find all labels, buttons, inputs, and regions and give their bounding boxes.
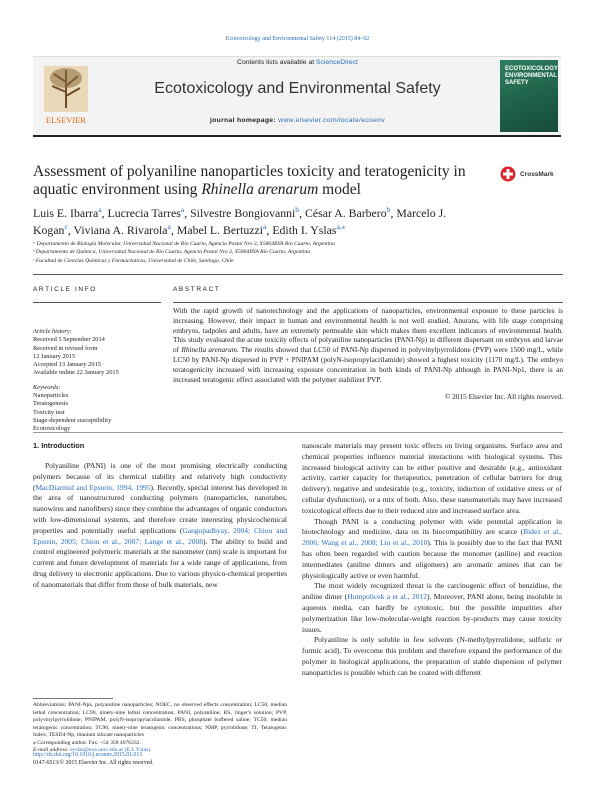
text: The most widely recognized threat is the carcinogenic effect of benzidine, the aniline dimer (: [302, 581, 562, 602]
title-part1: Assessment of polyaniline nanoparticles toxicity and teratogenicity in aquatic environment using: [33, 163, 466, 198]
affiliation-a: ᵃ Departamento de Biología Molecular, Universidad Nacional de Río Cuarto, Agencia Postal Nro 3, X5804BYA Río Cuarto, Argentina: [33, 241, 335, 247]
author-name[interactable]: Viviana A. Rivarola: [73, 223, 168, 237]
keywords-label: Keywords:: [33, 383, 61, 391]
affiliation-b: ᵇ Departamento de Química, Universidad Nacional de Río Cuarto, Agencia Postal Nro 3, X5804BYA Río Cuarto, Argentina: [33, 249, 310, 256]
affil-marker[interactable]: b: [386, 205, 391, 215]
text: ). Moreover, PANI alone, being insoluble in aqueous media, can hardly be cytotoxic, but the possible impurities after polymerization like low-molecular-weight reaction by-products may cause toxicity issues.: [302, 592, 562, 634]
journal-reference[interactable]: Ecotoxicology and Environmental Safety 114 (2015) 84–92: [225, 36, 370, 42]
affiliations: [33, 240, 533, 265]
text: Though PANI is a conducting polymer with wide potential application in biotechnology and medicine, data on its biocompatibility are scarce (: [302, 516, 562, 537]
title-species: Rhinella arenarum: [201, 181, 319, 198]
author-name[interactable]: Edith I. Yslas: [272, 223, 337, 237]
abstract-paragraph: [173, 306, 563, 384]
paragraph: [33, 461, 287, 591]
author-name[interactable]: Silvestre Bongiovanni: [190, 206, 296, 220]
divider: [173, 302, 563, 303]
text: Polyaniline (PANI) is one of the most promising electrically conducting polymers because of its chemical stability and relatively high conductivity (: [33, 461, 287, 492]
paragraph: nanoscale materials may present toxic effects on living organisms. Surface area and chemical properties influence material interactions with biological systems. This increased biological activity can be either positive and desirable (e.g., antioxidant activity, carrier capacity for therapeutics, penetration of cellular barriers for drug delivery), negative and undesirable (e.g., toxicity, induction of oxidative stress or of cellular dysfunction), or a mix of both. Also, these nanomaterials may have increased toxicological effects due to their reduced size and increased surface area.: [302, 441, 562, 515]
citation-link[interactable]: Bidez et al., 2006; Wang et al., 2008; Liu et al., 2010: [302, 527, 563, 548]
text: ). The ability to build and control engineered polymeric materials at the nanometer (nm) scale is important for current and future development of materials for a wide range of applications, from drug delivery to electronic applications. Due to various physico-chemical properties of nanomaterials that differ from those of bulk materials, new: [33, 536, 287, 589]
contents-prefix: Contents lists available at: [237, 59, 317, 66]
body-column-right: [302, 441, 562, 679]
keyword: Stage-dependent susceptibility: [33, 416, 112, 424]
affiliation-c: ᶜ Facultad de Ciencias Químicas y Farmacéuticas, Universidad de Chile, Santiago, Chile: [33, 257, 234, 264]
crossmark-label: CrossMark: [520, 170, 554, 178]
online-date: Available online 22 January 2015: [33, 369, 119, 377]
intro-heading: 1. Introduction: [33, 441, 85, 450]
text: ). Recently, special interest has developed in the area of nanostructured conducting polymers (nanoparticles, nanotubes, nanowires and nanofibers) since they combine the advantages of organic conductors with low-dimensional systems, and therefore create interesting physicochemical properties and potentially useful applications (: [33, 482, 287, 535]
author-name[interactable]: Lucrecia Tarres: [107, 206, 181, 220]
email-link[interactable]: eyslas@exa.unrc.edu.ar (E.I. Yslas).: [70, 747, 152, 753]
keyword: Nanoparticles: [33, 392, 69, 400]
affil-marker[interactable]: a: [263, 222, 267, 232]
email-label: E-mail address:: [33, 747, 69, 753]
author-name[interactable]: Marcelo J. Kogan: [33, 206, 447, 237]
revised-date: 12 January 2015: [33, 352, 76, 360]
sciencedirect-link[interactable]: ScienceDirect: [316, 59, 358, 66]
body-column-left: [33, 461, 287, 591]
corresponding-author: ⁎ Corresponding author. Fax: +54 358 4676232.: [33, 739, 141, 746]
abstract-copyright: © 2015 Elsevier Inc. All rights reserved.: [444, 392, 563, 402]
accepted-date: Accepted 13 January 2015: [33, 361, 101, 369]
doi-link[interactable]: http://dx.doi.org/10.1016/j.ecoenv.2015.01.013: [33, 752, 143, 758]
citation-link[interactable]: Humpolicek a et al., 2012: [347, 592, 427, 602]
crossmark-badge[interactable]: [500, 165, 560, 181]
citation-link[interactable]: Gangopadhyay, 2004; Chiou and Epstein, 2005; Chiou et al., 2007; Lange et al., 2008: [33, 525, 287, 546]
elsevier-logo: [36, 62, 96, 128]
received-date: Received 5 September 2014: [33, 336, 105, 344]
affil-marker[interactable]: a: [180, 205, 185, 215]
author-name[interactable]: Mabel L. Bertuzzi: [176, 223, 263, 237]
revised-label: Received in revised form: [33, 344, 98, 352]
title-part2: model: [318, 181, 361, 198]
page-footer: [33, 752, 333, 767]
article-title: [33, 163, 478, 199]
footnote-divider: [33, 698, 113, 699]
journal-cover-title: ECOTOXICOLOGY ENVIRONMENTAL SAFETY: [505, 66, 558, 86]
affil-marker[interactable]: a: [167, 222, 171, 232]
affil-marker[interactable]: b: [295, 205, 300, 215]
keyword: Ecotoxicology: [33, 425, 71, 433]
author-list: Luis E. Ibarra$^a$, Lucrecia Tarres$^a$, Silvestre Bongiovanni$^b$, César A. Barbero$^b$, Marcelo J. Kogan$^c$, Viviana A. Rivarola$^a$, Mabel L. Bertuzzi$^a$, Edith I. Yslas$^{a,⁎}$: [33, 205, 447, 237]
history-label: Article history:: [33, 328, 72, 335]
abstract-species: Rhinella arenarum: [181, 345, 237, 355]
paragraph: Polyaniline is only soluble in few solvents (N-methylpyrrolidone, sulfuric or formic acid). To overcome this problem and therefore expand the performance of the polymer in biological applications, the preparation of stable dispersion of polymer nanoparticles is possible which can be coated with different: [302, 635, 562, 677]
article-info-heading: ARTICLE INFO: [33, 286, 97, 293]
paragraph: [302, 581, 562, 635]
footnotes: [33, 702, 287, 755]
author-name[interactable]: Luis E. Ibarra: [33, 206, 99, 220]
article-info: [33, 328, 161, 434]
abstract-text: . The results showed that LC50 of PANI-Np dispersed in polyvinylpyrrolidone (PVP) were 1500 mg/L, while LC50 by PANI-Np dispersed in PVP + PNIPAM (polyN-isopropylacrilamide) showed a highest toxicity (1170 mg/L). The embryo teratogenicity increased with increasing exposure concentration in both kinds of PANI-Np although in PANI-Np1, there is an increased teratogenic effect associated with the polymer stabilizer PVP.: [173, 345, 564, 384]
affil-marker[interactable]: c: [64, 222, 68, 232]
journal-name: Ecotoxicology and Environmental Safety: [154, 80, 441, 97]
paragraph: [302, 517, 562, 582]
crossmark-icon: [500, 166, 516, 182]
author-name[interactable]: César A. Barbero: [305, 206, 387, 220]
homepage-prefix: journal homepage:: [210, 117, 279, 124]
keyword: Toxicity test: [33, 408, 65, 416]
keyword: Teratogenesis: [33, 400, 69, 408]
citation-link[interactable]: MacDiarmid and Epstein, 1994, 1995: [35, 482, 151, 492]
homepage-link[interactable]: www.elsevier.com/locate/ecoenv: [278, 117, 385, 124]
divider: [33, 302, 161, 303]
affil-marker[interactable]: a,⁎: [336, 222, 346, 232]
text: ). This is possibly due to the fact that PANI has often been regarded with caution because the monomer (aniline) and reaction intermediates (aniline dimers and oligomers) are aromatic amines that can be physiologically active or even harmful.: [302, 538, 563, 580]
affil-marker[interactable]: a: [98, 205, 102, 215]
abstract-text: With the rapid growth of nanotechnology and the applications of nanoparticles, environmental exposure to these particles is increasing. However, their impact in human and environmental health is not well studied. Anurans, with life stage comprising embryos, tadpoles and adults, have an extremely permeable skin which makes them excellent indicators of environmental health. This study evaluated the acute toxicity effects of polyaniline nanoparticles (PANI-Np) in different dispersant on embryos and larvae of: [173, 306, 563, 355]
elsevier-wordmark: ELSEVIER: [45, 115, 87, 125]
abstract-heading: ABSTRACT: [173, 286, 221, 293]
abstract-body: [173, 306, 563, 402]
issn-line: 0147-6513/© 2015 Elsevier Inc. All rights reserved.: [33, 759, 154, 766]
divider: [33, 274, 563, 275]
abbreviations-footnote: Abbreviations: PANI-Nps, polyaniline nanoparticles; NOEC, no observed effects concentration; LC50, median lethal concentration; LC90, ninety-nine lethal concentration; PANI, polyaniline; RS, ringer's solution; PVP, polyvinylpyrrolidone; PNIPAM, polyN-isopropylacrilamide; PBS, phosphate buffered saline; TC50, median teratogenic concentration; TC90, ninety-nine teratogenic concentrations; NMP, pyrrolidone; TI, Teratogenic Index; TESD4-Np, titanium silicate nanoparticles: [33, 702, 287, 738]
